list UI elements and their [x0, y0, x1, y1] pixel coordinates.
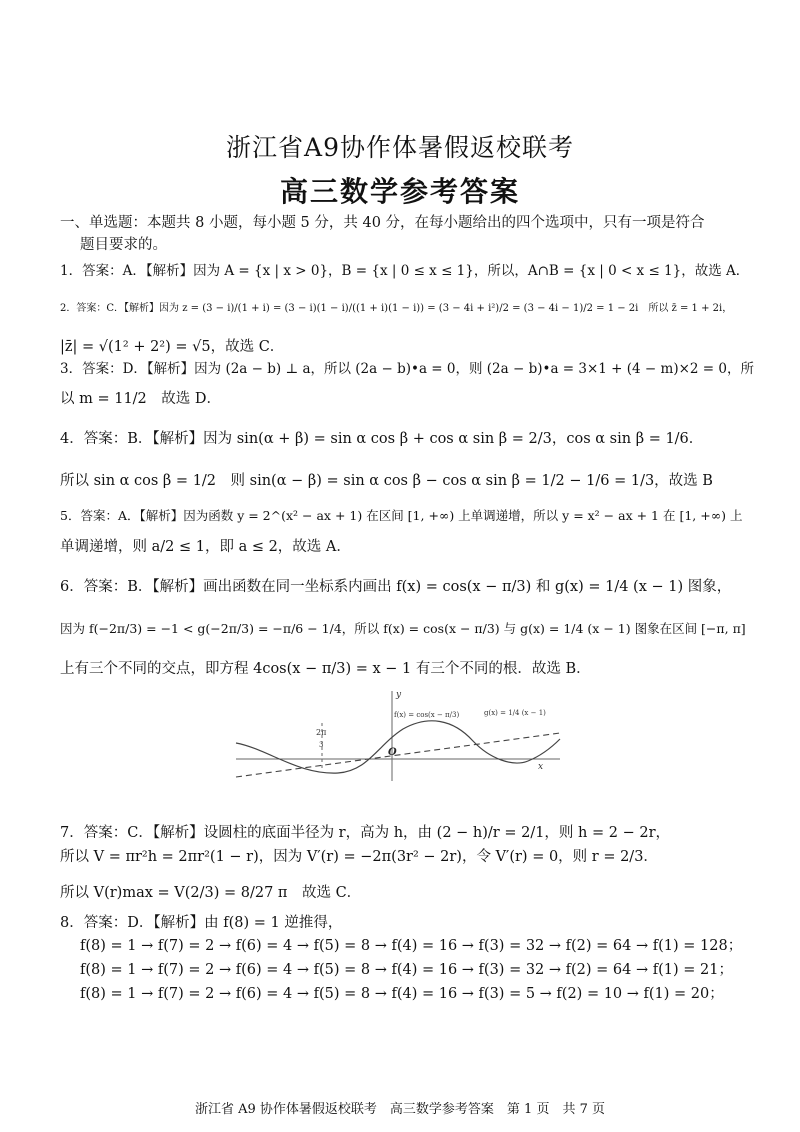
line-g: [236, 733, 560, 777]
y-axis-label: y: [396, 690, 402, 700]
tick-label-2pi: 2π: [316, 728, 327, 737]
answer-7: 7．答案：C．【解析】设圆柱的底面半径为 r，高为 h，由 (2 − h)/r = 2/1，则 h = 2 − 2r，: [60, 825, 670, 841]
answer-6-cont: 因为 f(−2π/3) = −1 < g(−2π/3) = −π/6 − 1/4，所以 f(x) = cos(x − π/3) 与 g(x) = 1/4 (x − 1) 图象在区间 [−π, π]: [60, 621, 746, 636]
function-graph: [228, 685, 568, 785]
section-heading-cont: 题目要求的。: [80, 237, 167, 253]
answer-3: 3．答案：D．【解析】因为 (2a − b) ⊥ a，所以 (2a − b)•a = 0，则 (2a − b)•a = 3×1 + (4 − m)×2 = 0，所: [60, 361, 754, 377]
answer-6-cont2: 上有三个不同的交点，即方程 4cos(x − π/3) = x − 1 有三个不同的根．故选 B．: [60, 661, 591, 677]
answer-6: 6．答案：B．【解析】画出函数在同一坐标系内画出 f(x) = cos(x − π/3) 和 g(x) = 1/4 (x − 1) 图象，: [60, 579, 732, 595]
answer-4: 4．答案：B．【解析】因为 sin(α + β) = sin α cos β + cos α sin β = 2/3，cos α sin β = 1/6．: [60, 431, 704, 447]
g-label: g(x) = 1/4 (x − 1): [484, 709, 546, 717]
page-footer: 浙江省 A9 协作体暑假返校联考 高三数学参考答案 第 1 页 共 7 页: [195, 1102, 605, 1117]
answer-5: 5．答案：A．【解析】因为函数 y = 2^(x² − ax + 1) 在区间 [1, +∞) 上单调递增，所以 y = x² − ax + 1 在 [1, +∞) 上: [60, 508, 743, 523]
answer-7-cont2: 所以 V(r)max = V(2/3) = 8/27 π 故选 C．: [60, 885, 362, 901]
cos-curve: [236, 721, 560, 773]
answer-8: 8．答案：D．【解析】由 f(8) = 1 逆推得，: [60, 915, 343, 931]
answer-2: 2．答案：C．【解析】因为 z = (3 − i)/(1 + i) = (3 − i)(1 − i)/((1 + i)(1 − i)) = (3 − 4i + i²)/2 = (3 − 4i − 1)/2 = 1 − 2i 所以 z̄ = 1 + 2i，: [60, 303, 733, 314]
exam-title: 浙江省A9协作体暑假返校联考: [226, 133, 574, 162]
tick-label-3: 3: [319, 741, 324, 749]
answer-7-cont: 所以 V = πr²h = 2πr²(1 − r)，因为 V′(r) = −2π(3r² − 2r)，令 V′(r) = 0，则 r = 2/3．: [60, 849, 658, 865]
answer-4-cont: 所以 sin α cos β = 1/2 则 sin(α − β) = sin α cos β − cos α sin β = 1/2 − 1/6 = 1/3，故选 B: [60, 473, 713, 489]
section-heading: 一、单选题：本题共 8 小题，每小题 5 分，共 40 分，在每小题给出的四个选项中，只有一项是符合: [60, 215, 705, 231]
answer-2-cont: |z̄| = √(1² + 2²) = √5，故选 C．: [60, 339, 285, 355]
f-label: f(x) = cos(x − π/3): [394, 711, 460, 719]
answer-3-cont: 以 m = 11/2 故选 D．: [60, 391, 222, 407]
answer-1: 1．答案：A．【解析】因为 A = {x | x > 0}，B = {x | 0 ≤ x ≤ 1}，所以，A∩B = {x | 0 < x ≤ 1}，故选 A．: [60, 263, 750, 279]
answer-key-title: 高三数学参考答案: [279, 175, 520, 208]
answer-8-chain-3: f(8) = 1 → f(7) = 2 → f(6) = 4 → f(5) = 8 → f(4) = 16 → f(3) = 5 → f(2) = 10 → f(1) = 20；: [80, 986, 724, 1002]
origin-label: O: [388, 747, 397, 758]
answer-8-chain-2: f(8) = 1 → f(7) = 2 → f(6) = 4 → f(5) = 8 → f(4) = 16 → f(3) = 32 → f(2) = 64 → f(1) = 21；: [80, 962, 733, 978]
x-axis-label: x: [538, 762, 544, 772]
answer-5-cont: 单调递增，则 a/2 ≤ 1，即 a ≤ 2，故选 A．: [60, 539, 351, 555]
answer-8-chain-1: f(8) = 1 → f(7) = 2 → f(6) = 4 → f(5) = 8 → f(4) = 16 → f(3) = 32 → f(2) = 64 → f(1) = 128；: [80, 938, 743, 954]
